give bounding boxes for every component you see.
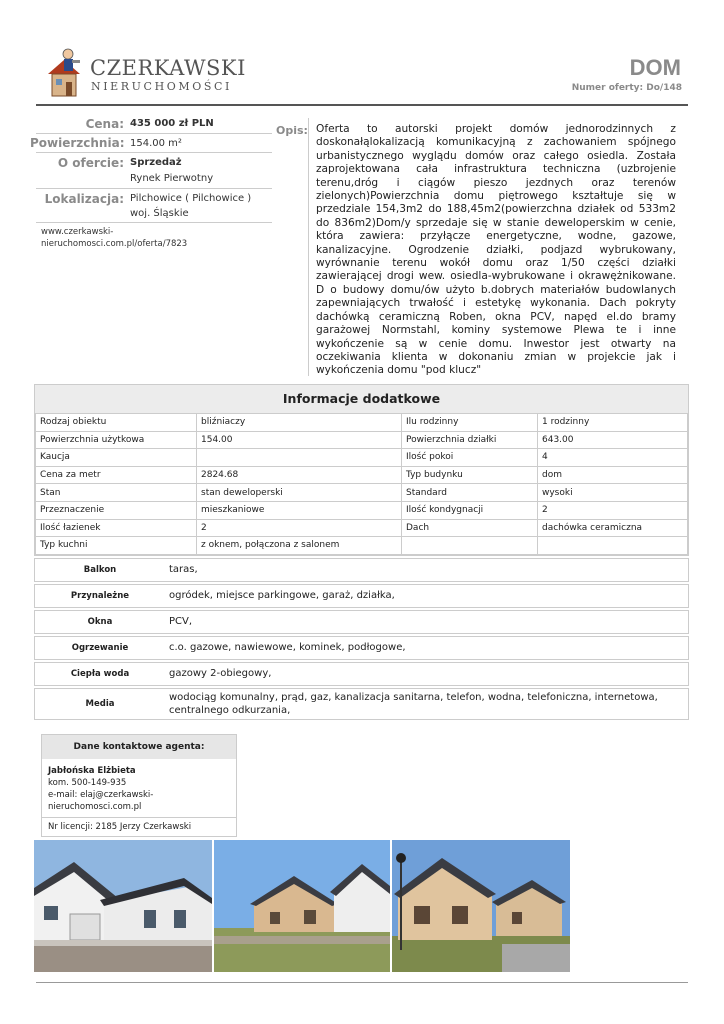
feature-value: wodociąg komunalny, prąd, gaz, kanalizacja sanitarna, telefon, wodna, telefoniczna, internetowa, centralnego odkurzania,: [169, 692, 658, 716]
feature-row-media: [34, 688, 689, 720]
brand-name: CZERKAWSKI: [90, 56, 246, 80]
feature-row-okna: [34, 610, 689, 634]
info-cell-value: dom: [538, 466, 688, 484]
header-divider: [36, 104, 688, 106]
info-cell-value: wysoki: [538, 484, 688, 502]
info-cell-label: Typ kuchni: [36, 537, 197, 555]
additional-info-title: Informacje dodatkowe: [35, 385, 688, 413]
info-cell-label: Powierzchnia użytkowa: [36, 431, 197, 449]
divider: [36, 188, 272, 189]
divider: [36, 222, 272, 223]
description-text: Oferta to autorski projekt domów jednorodzinnych z doskonałąlokalizacją komunikacyjną z zachowaniem spójnego urbanistycznego wyglądu domów oraz całego osiedla. Została zaprojektowana cała infrastruktura techniczna (uzbrojenie terenu,dróg i ciągów pieszo jezdnych oraz terenów zielonych)Powierzchnia domu piętrowego kształtuje się w przedziale 154,3m2 do 188,45m2(powierzchna działek od 533m2 do 836m2)Dom/y sprzedaje się w stanie deweloperskim w cenie, która zawiera: przyłącze energetyczne, wodne, gazowe, kanalizacyjne. Ogrodzenie działki, podjazd wybrukowany, wyrównanie terenu wokół domu oraz 1/50 części działki zawierającej drogi wew. osiedla-wybrukowane i okrawężnikowane. D o budowy domu/ów użyto b.dobrych materiałów budowlanych zapewniających trwałość i estetykę wykonania. Dach pokryty dachówką ceramiczną Roben, okna PCV, napęd el.do bramy garażowej Normstahl, kominy systemowe Plewa te i inne wykończenie są w cenie domu. Inwestor jest otwarty na oczekiwania klienta w dokonaniu zmian w projekcie jak i wykończenia domu "pod klucz": [316, 123, 676, 377]
footer-divider: [36, 982, 688, 983]
feature-label: Ogrzewanie: [71, 643, 129, 653]
table-row: [36, 414, 688, 432]
feature-label: Okna: [87, 617, 113, 627]
price-label: Cena:: [85, 117, 124, 131]
offer-number: Numer oferty: Do/148: [571, 83, 682, 93]
location-city: Pilchowice ( Pilchowice ): [130, 193, 252, 204]
info-cell-value: 643.00: [538, 431, 688, 449]
price-value: 435 000 zł PLN: [130, 118, 214, 129]
agent-license: Nr licencji: 2185 Jerzy Czerkawski: [42, 817, 236, 836]
info-cell-value: 154.00: [197, 431, 402, 449]
table-row: [36, 449, 688, 467]
agent-contact-box: [41, 734, 237, 837]
table-row: [36, 537, 688, 555]
market-type: Rynek Pierwotny: [130, 173, 214, 184]
property-type-title: DOM: [629, 55, 681, 80]
feature-row-przynalezne: [34, 584, 689, 608]
info-cell-label: Kaucja: [36, 449, 197, 467]
company-logo: [42, 46, 246, 100]
info-cell-value: 4: [538, 449, 688, 467]
info-cell-label: Dach: [402, 519, 538, 537]
feature-row-ogrzewanie: [34, 636, 689, 660]
table-row: [36, 484, 688, 502]
feature-value: ogródek, miejsce parkingowe, garaż, działka,: [169, 590, 395, 601]
offer-label: O ofercie:: [57, 156, 124, 170]
divider: [36, 133, 272, 134]
table-row: [36, 466, 688, 484]
area-label: Powierzchnia:: [30, 136, 125, 150]
property-photo-3[interactable]: [392, 840, 570, 972]
feature-value: taras,: [169, 564, 198, 575]
info-cell-label: Powierzchnia działki: [402, 431, 538, 449]
info-cell-value: [538, 537, 688, 555]
offer-url-link[interactable]: www.czerkawski-nieruchomosci.com.pl/oferta/7823: [41, 227, 188, 249]
feature-label: Ciepła woda: [70, 669, 130, 679]
house-mascot-icon: [42, 46, 86, 100]
property-photo-1[interactable]: [34, 840, 212, 972]
info-cell-value: 1 rodzinny: [538, 414, 688, 432]
info-cell-label: Ilość łazienek: [36, 519, 197, 537]
agent-name: Jabłońska Elżbieta: [48, 766, 136, 776]
description-divider: [308, 118, 309, 376]
feature-label: Przynależne: [70, 591, 130, 601]
info-cell-value: dachówka ceramiczna: [538, 519, 688, 537]
info-cell-label: Ilość pokoi: [402, 449, 538, 467]
table-row: [36, 519, 688, 537]
info-cell-label: [402, 537, 538, 555]
property-photo-2[interactable]: [214, 840, 390, 972]
area-value: 154.00 m²: [130, 138, 182, 149]
offer-type: Sprzedaż: [130, 157, 182, 168]
info-cell-label: Stan: [36, 484, 197, 502]
info-cell-value: 2: [197, 519, 402, 537]
info-cell-label: Przeznaczenie: [36, 501, 197, 519]
info-cell-label: Ilu rodzinny: [402, 414, 538, 432]
additional-info-table: [35, 413, 688, 555]
info-cell-value: mieszkaniowe: [197, 501, 402, 519]
agent-contact-header: Dane kontaktowe agenta:: [42, 735, 236, 759]
info-cell-label: Ilość kondygnacji: [402, 501, 538, 519]
info-cell-value: stan deweloperski: [197, 484, 402, 502]
brand-subtitle: NIERUCHOMOŚCI: [91, 80, 232, 93]
info-cell-value: bliźniaczy: [197, 414, 402, 432]
feature-label: Balkon: [83, 565, 117, 575]
additional-info-section: [34, 384, 689, 556]
info-cell-label: Standard: [402, 484, 538, 502]
info-cell-label: Rodzaj obiektu: [36, 414, 197, 432]
feature-label: Media: [85, 699, 115, 709]
location-label: Lokalizacja:: [44, 192, 124, 206]
description-label: Opis:: [276, 124, 308, 137]
feature-value: c.o. gazowe, nawiewowe, kominek, podłogowe,: [169, 642, 406, 653]
feature-value: PCV,: [169, 616, 193, 627]
info-cell-value: 2824.68: [197, 466, 402, 484]
feature-value: gazowy 2-obiegowy,: [169, 668, 272, 679]
info-cell-value: [197, 449, 402, 467]
location-region: woj. Śląskie: [130, 208, 189, 219]
agent-phone[interactable]: kom. 500-149-935: [48, 778, 127, 788]
info-cell-label: Typ budynku: [402, 466, 538, 484]
agent-email[interactable]: e-mail: elaj@czerkawski-nieruchomosci.com.pl: [48, 790, 154, 812]
divider: [36, 152, 272, 153]
info-cell-label: Cena za metr: [36, 466, 197, 484]
feature-row-balkon: [34, 558, 689, 582]
feature-row-ciepla-woda: [34, 662, 689, 686]
info-cell-value: z oknem, połączona z salonem: [197, 537, 402, 555]
table-row: [36, 501, 688, 519]
table-row: [36, 431, 688, 449]
info-cell-value: 2: [538, 501, 688, 519]
